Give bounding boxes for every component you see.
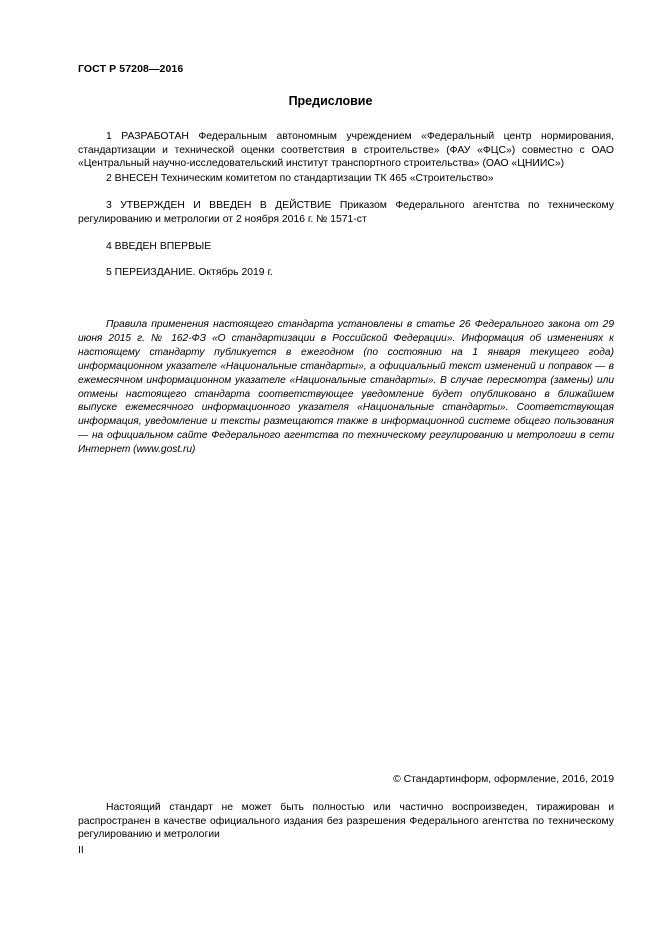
reproduction-restriction: Настоящий стандарт не может быть полностью или частично воспроизведен, тиражирован и распространен в качестве официального издания без разрешения Федерального агентства по техническому регулированию и метрологии — [78, 802, 614, 840]
copyright-line: © Стандартинформ, оформление, 2016, 2019 — [393, 774, 614, 785]
preface-title: Предисловие — [288, 94, 373, 108]
preface-item-5: 5 ПЕРЕИЗДАНИЕ. Октябрь 2019 г. — [106, 267, 273, 278]
page-number: II — [78, 845, 84, 856]
preface-item-3: 3 УТВЕРЖДЕН И ВВЕДЕН В ДЕЙСТВИЕ Приказом Федерального агентства по техническому регулированию и метрологии от 2 ноября 2016 г. № 1571-ст — [78, 200, 614, 225]
preface-item-1: 1 РАЗРАБОТАН Федеральным автономным учреждением «Федеральный центр нормирования, стандартизации и технической оценки соответствия в строительстве» (ФАУ «ФЦС») совместно с ОАО «Центральный научно-исследовательский институт транспортного строительства» (ОАО «ЦНИИС») — [78, 131, 614, 169]
preface-item-4: 4 ВВЕДЕН ВПЕРВЫЕ — [106, 241, 212, 252]
application-notice: Правила применения настоящего стандарта установлены в статье 26 Федерального закона от 29 июня 2015 г. № 162-ФЗ «О стандартизации в Российской Федерации». Информация об изменениях к настоящему стандарту публикуется в ежегодном (по состоянию на 1 января текущего года) информационном указателе «Национальные стандарты», а официальный текст изменений и поправок — в ежемесячном информационном указателе «Национальные стандарты». В случае пересмотра (замены) или отмены настоящего стандарта соответствующее уведомление будет опубликовано в ближайшем выпуске ежемесячного информационного указателя «Национальные стандарты». Соответствующая информация, уведомление и тексты размещаются также в информационной системе общего пользования — на официальном сайте Федерального агентства по техническому регулированию и метрологии в сети Интернет (www.gost.ru) — [78, 319, 614, 456]
document-code: ГОСТ Р 57208—2016 — [78, 63, 184, 75]
preface-item-2: 2 ВНЕСЕН Техническим комитетом по стандартизации ТК 465 «Строительство» — [106, 173, 494, 184]
